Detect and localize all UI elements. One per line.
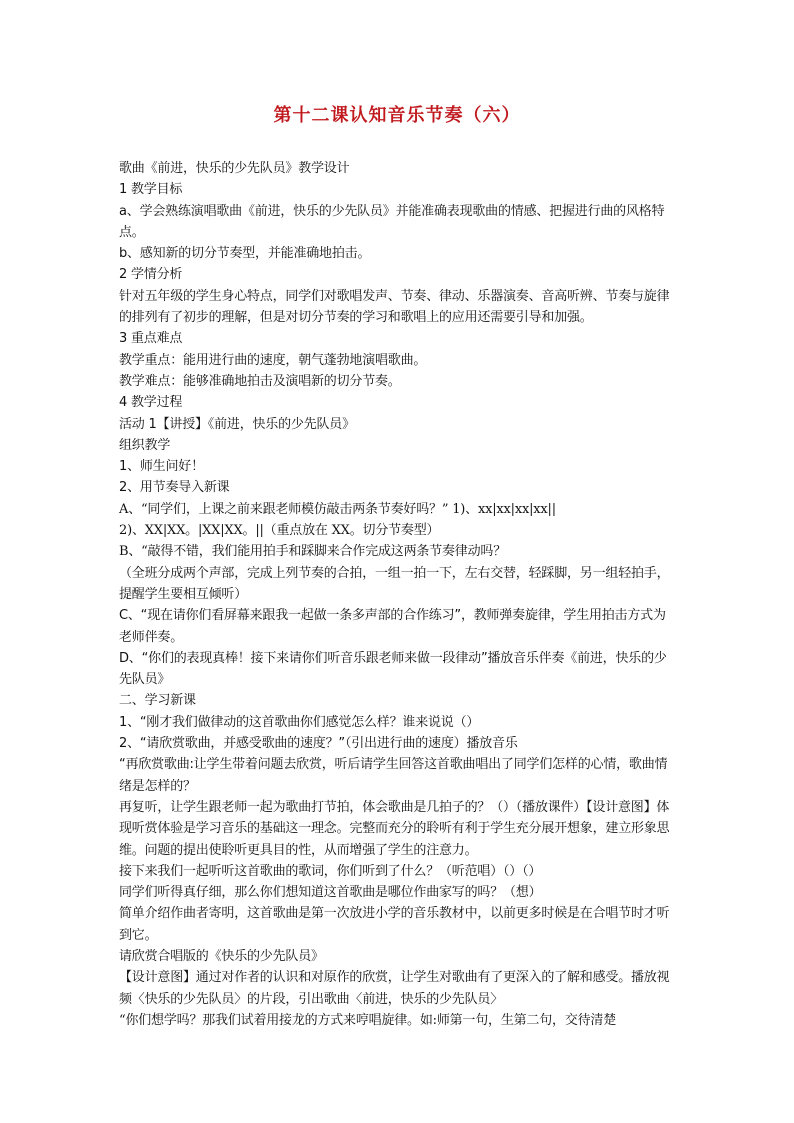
paragraph: 二、学习新课	[119, 693, 196, 709]
paragraph: 教学难点：能够准确地拍击及演唱新的切分节奏。	[119, 373, 401, 389]
paragraph: “再欣赏歌曲:让学生带着问题去欣赏，听后请学生回答这首歌曲唱出了同学们怎样的心情，歌曲情绪是怎样的？	[119, 757, 668, 794]
paragraph: 组织教学	[119, 437, 171, 453]
paragraph: 活动 1【讲授】《前进，快乐的少先队员》	[119, 416, 355, 432]
paragraph: b、感知新的切分节奏型，并能准确地拍击。	[119, 246, 371, 262]
paragraph: 再复听，让学生跟老师一起为歌曲打节拍，体会歌曲是几拍子的？（）（播放课件）【设计意图】体现听赏体验是学习音乐的基础这一理念。完整而充分的聆听有利于学生充分展开想象，建立形象思维。问题的提出使聆听更具目的性，从而增强了学生的注意力。	[119, 799, 670, 858]
paragraph: 2、用节奏导入新课	[119, 480, 230, 496]
paragraph: 3 重点难点	[119, 331, 183, 347]
document-body	[119, 158, 677, 1031]
paragraph: （全班分成两个声部，完成上列节奏的合拍，一组一拍一下，左右交替，轻踩脚，另一组轻拍手，提醒学生要相互倾听）	[119, 565, 670, 602]
paragraph: a、学会熟练演唱歌曲《前进，快乐的少先队员》并能准确表现歌曲的情感、把握进行曲的风格特点。	[119, 203, 665, 240]
paragraph: D、“你们的表现真棒！接下来请你们听音乐跟老师来做一段律动”播放音乐伴奏《前进，快乐的少先队员》	[119, 650, 667, 688]
paragraph: B、“敲得不错，我们能用拍手和踩脚来合作完成这两条节奏律动吗？	[119, 544, 506, 560]
paragraph: A、“同学们，上课之前来跟老师模仿敲击两条节奏好吗？” 1)、xx|xx|xx|xx||	[119, 501, 556, 517]
paragraph: 歌曲《前进，快乐的少先队员》教学设计	[119, 161, 350, 176]
paragraph: 1、“刚才我们做律动的这首歌曲你们感觉怎么样？谁来说说（）	[119, 714, 480, 730]
paragraph: C、“现在请你们看屏幕来跟我一起做一条多声部的合作练习”，教师弹奏旋律，学生用拍击方式为老师伴奏。	[119, 608, 666, 645]
paragraph: 2)、XX|XX。|XX|XX。||（重点放在 XX。切分节奏型）	[119, 523, 440, 539]
paragraph: 2、“请欣赏歌曲，并感受歌曲的速度？”（引出进行曲的速度）播放音乐	[119, 736, 518, 752]
page-title: 第十二课认知音乐节奏（六）	[273, 105, 521, 126]
paragraph: 针对五年级的学生身心特点，同学们对歌唱发声、节奏、律动、乐器演奏、音高听辨、节奏与旋律的排列有了初步的理解，但是对切分节奏的学习和歌唱上的应用还需要引导和加强。	[119, 288, 670, 326]
paragraph: 2 学情分析	[119, 267, 183, 283]
paragraph: “你们想学吗？那我们试着用接龙的方式来哼唱旋律。如:师第一句，生第二句，交待清楚	[119, 1012, 617, 1028]
paragraph: 简单介绍作曲者寄明，这首歌曲是第一次放进小学的音乐教材中，以前更多时候是在合唱节时才听到它。	[119, 906, 670, 943]
paragraph: 4 教学过程	[119, 395, 183, 411]
paragraph: 请欣赏合唱版的《快乐的少先队员》	[119, 948, 324, 964]
paragraph: 教学重点：能用进行曲的速度，朝气蓬勃地演唱歌曲。	[119, 352, 427, 368]
paragraph: 接下来我们一起听听这首歌曲的歌词，你们听到了什么？（听范唱）（）（）	[119, 863, 542, 879]
paragraph: 1 教学目标	[119, 182, 183, 198]
paragraph: 1、师生问好！	[119, 459, 204, 475]
paragraph: 【设计意图】通过对作者的认识和对原作的欣赏，让学生对歌曲有了更深入的了解和感受。播放视频〈快乐的少先队员〉的片段，引出歌曲〈前进，快乐的少先队员〉	[119, 970, 670, 1007]
paragraph: 同学们听得真仔细，那么你们想知道这首歌曲是哪位作曲家写的吗？（想）	[119, 885, 542, 901]
